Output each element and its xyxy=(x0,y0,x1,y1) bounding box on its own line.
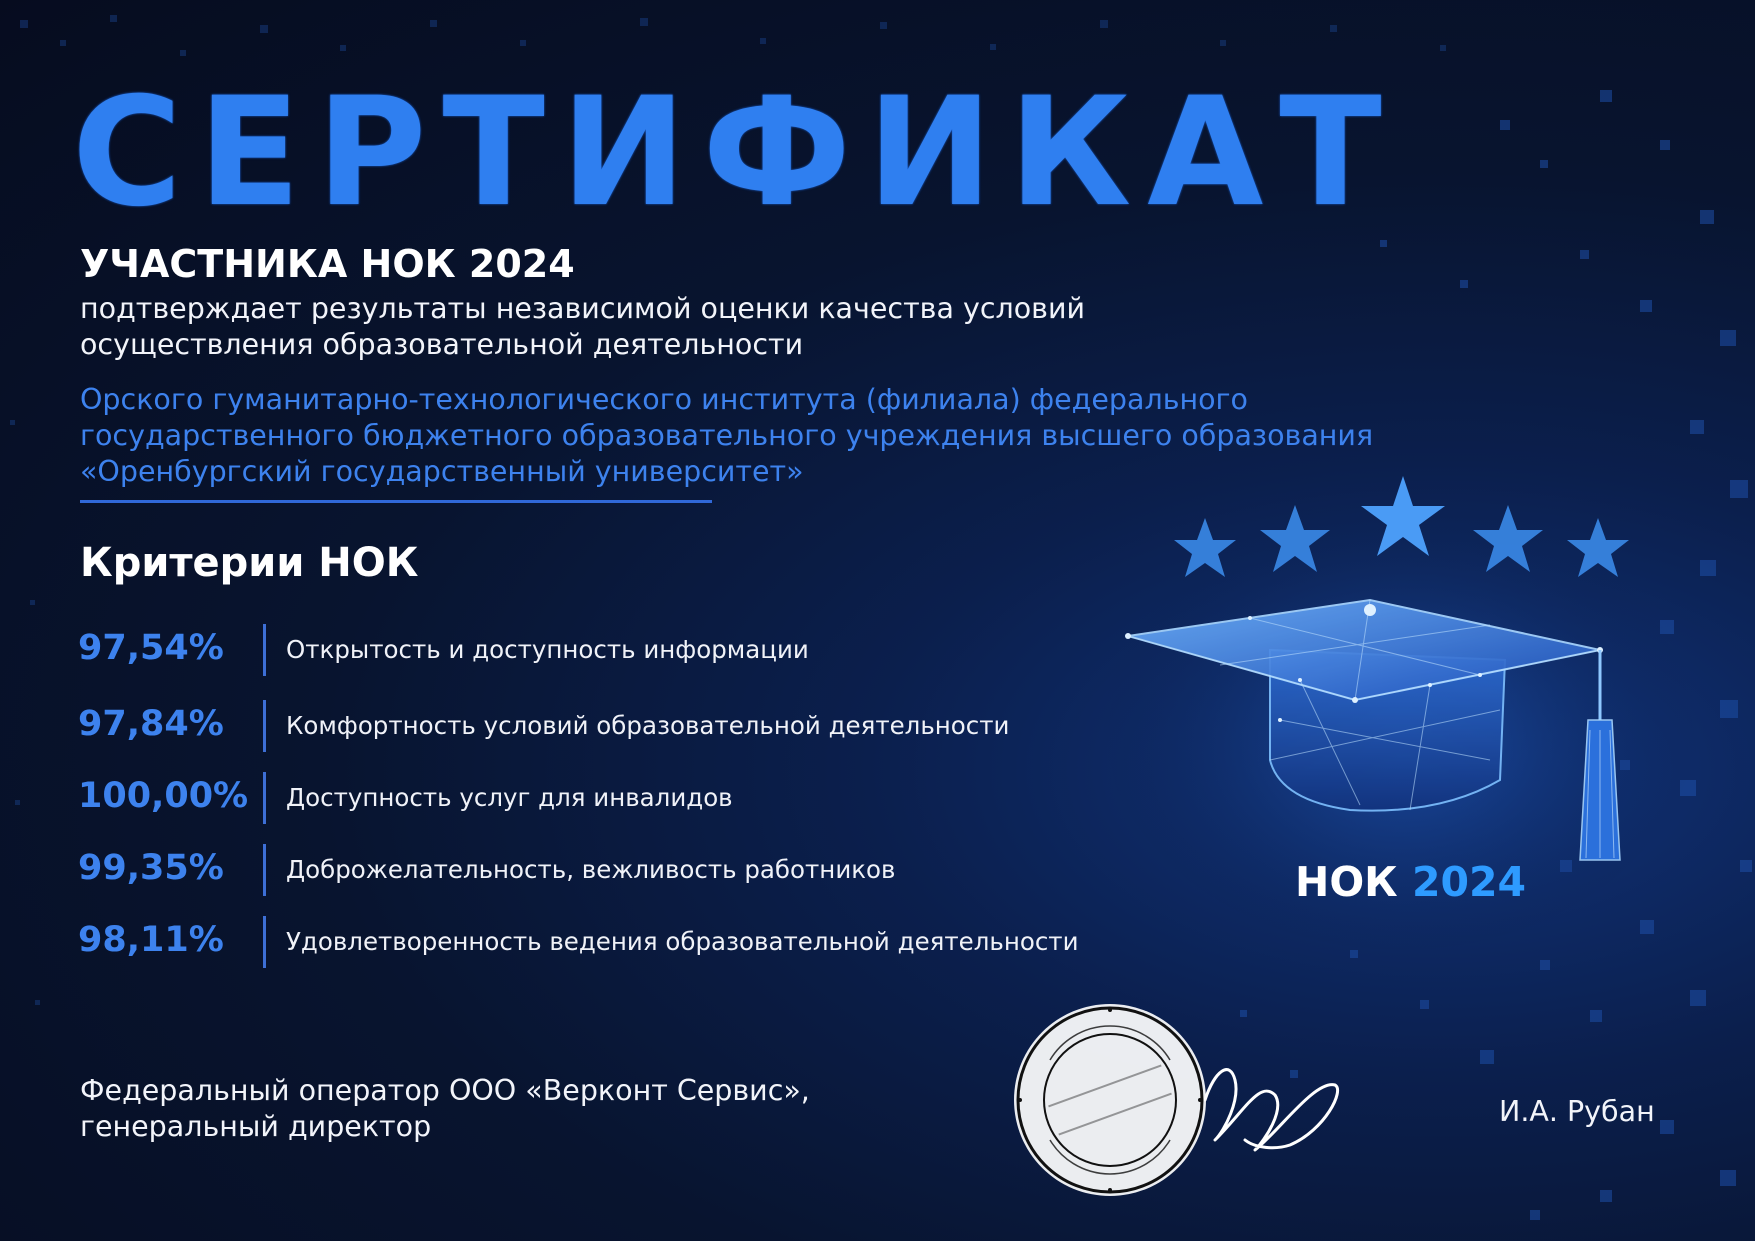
criteria-heading: Критерии НОК xyxy=(80,540,419,586)
criteria-separator xyxy=(263,844,266,896)
criteria-label: Доступность услуг для инвалидов xyxy=(286,783,733,812)
criteria-separator xyxy=(263,916,266,968)
criteria-value: 99,35% xyxy=(78,848,224,888)
criteria-label: Открытость и доступность информации xyxy=(286,635,809,664)
criteria-value: 97,54% xyxy=(78,628,224,668)
certificate-subtitle: УЧАСТНИКА НОК 2024 xyxy=(80,242,575,286)
nok-label-prefix: НОК xyxy=(1295,858,1398,906)
criteria-row xyxy=(78,624,1128,678)
organization-line: государственного бюджетного образовательного учреждения высшего образования xyxy=(80,419,1374,452)
nok-label-year: 2024 xyxy=(1411,858,1527,906)
criteria-separator xyxy=(263,624,266,676)
company-seal xyxy=(1010,1000,1210,1200)
criteria-value: 98,11% xyxy=(78,920,224,960)
criteria-separator xyxy=(263,772,266,824)
criteria-row xyxy=(78,916,1128,970)
confirmation-line: подтверждает результаты независимой оценки качества условий xyxy=(80,292,1086,325)
operator-line: Федеральный оператор ООО «Верконт Сервис», xyxy=(80,1074,810,1107)
criteria-row xyxy=(78,844,1128,898)
criteria-value: 100,00% xyxy=(78,776,249,816)
criteria-label: Комфортность условий образовательной деятельности xyxy=(286,711,1010,740)
criteria-row xyxy=(78,772,1128,826)
operator-line: генеральный директор xyxy=(80,1110,432,1143)
criteria-label: Удовлетворенность ведения образовательной деятельности xyxy=(286,927,1079,956)
criteria-value: 97,84% xyxy=(78,704,224,744)
operator-text xyxy=(80,1073,810,1145)
signer-name: И.А. Рубан xyxy=(1499,1095,1655,1128)
organization-line: «Оренбургский государственный университет» xyxy=(80,455,804,488)
signature xyxy=(1195,1040,1345,1170)
criteria-row xyxy=(78,700,1128,754)
section-divider xyxy=(80,500,712,503)
confirmation-line: осуществления образовательной деятельности xyxy=(80,328,804,361)
certificate-title: СЕРТИФИКАТ xyxy=(72,66,1398,240)
nok-year-label xyxy=(1295,858,1526,906)
confirmation-text xyxy=(80,291,1180,363)
organization-line: Орского гуманитарно-технологического института (филиала) федерального xyxy=(80,383,1248,416)
criteria-separator xyxy=(263,700,266,752)
criteria-label: Доброжелательность, вежливость работников xyxy=(286,855,896,884)
